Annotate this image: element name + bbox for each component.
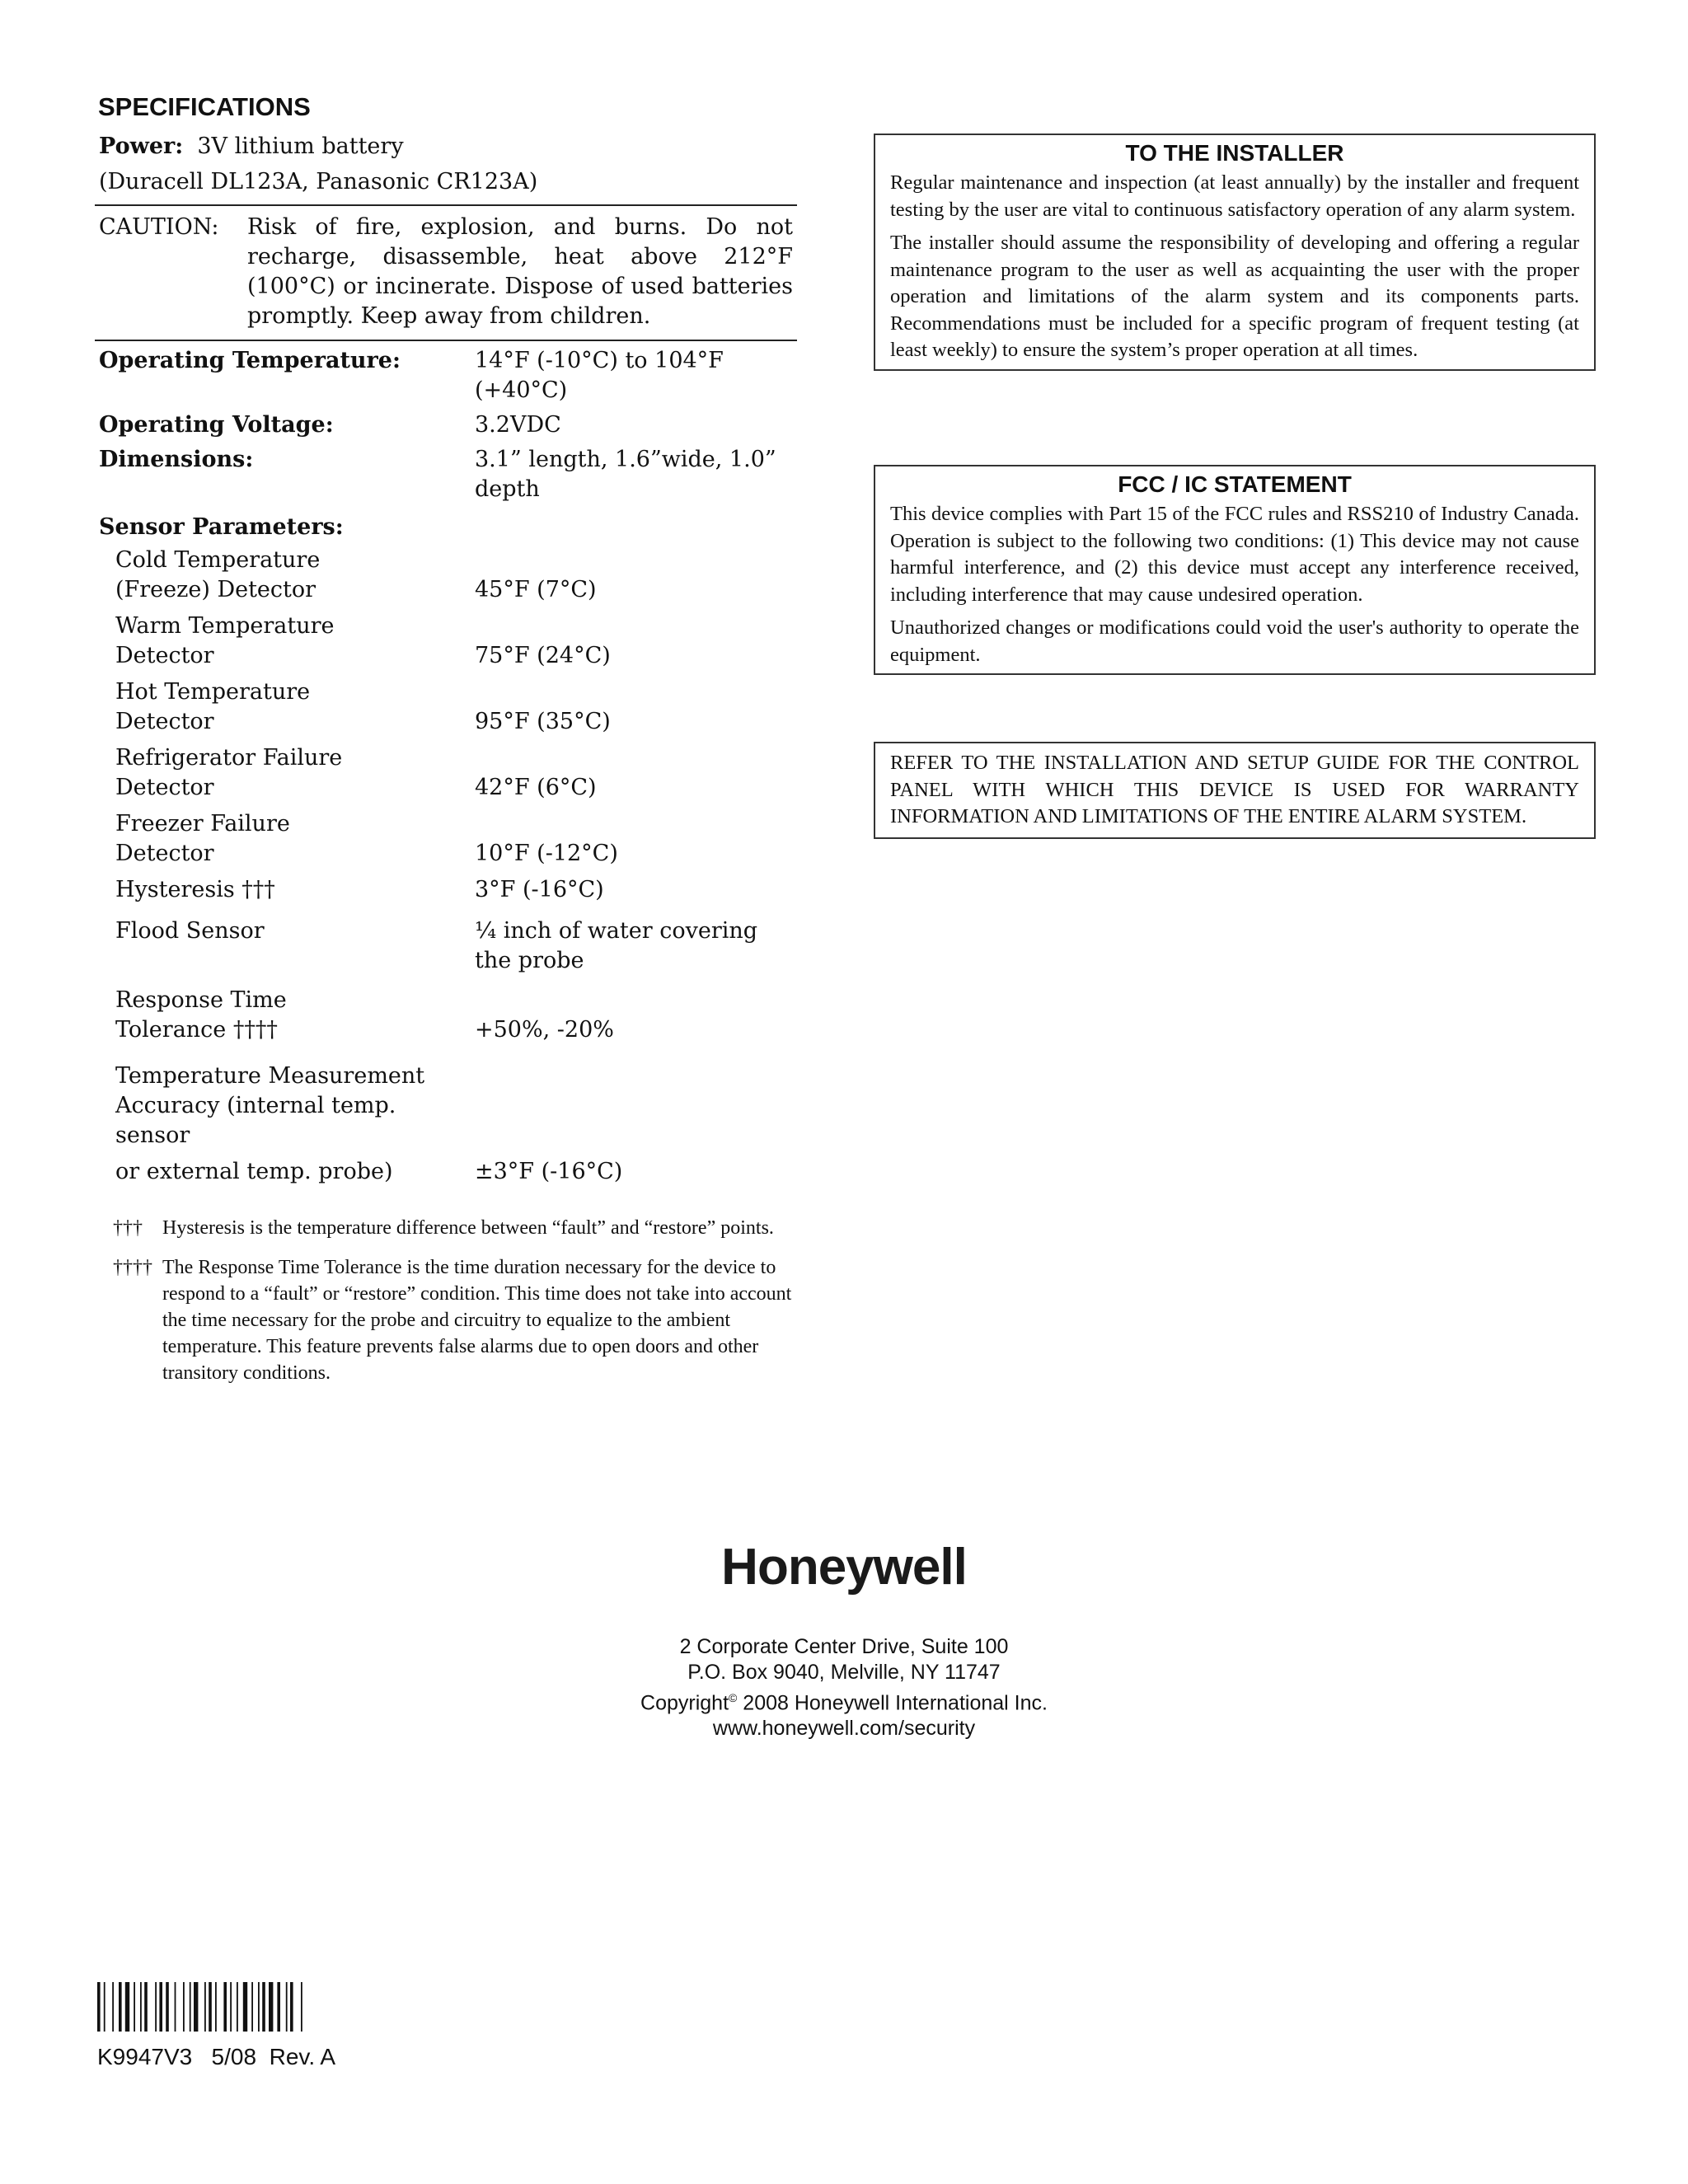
caution-label: CAUTION: (99, 214, 219, 240)
installer-box (874, 134, 1596, 371)
divider (95, 340, 797, 341)
response-time-value: +50%, -20% (475, 1017, 614, 1043)
specifications-section (95, 92, 797, 1386)
response-time-row (99, 986, 797, 1045)
sensor-name-line1: Hot Temperature (115, 679, 311, 705)
accuracy-value: ±3°F (-16°C) (475, 1159, 623, 1184)
sensor-row (99, 677, 797, 737)
response-time-line2: Tolerance †††† (115, 1017, 278, 1043)
barcode-image (97, 1982, 345, 2032)
caution-text: Risk of fire, explosion, and burns. Do not recharge, disassemble, heat above 212°F (100°C) or incinerate. Dispose of used batteries promptly. Keep away from children. (247, 214, 793, 329)
accuracy-line3: or external temp. probe) (115, 1159, 393, 1184)
power-line (99, 129, 797, 164)
copyright-symbol: © (729, 1691, 738, 1704)
sensor-value: 45°F (7°C) (475, 577, 597, 602)
footnote-hysteresis (113, 1215, 797, 1241)
honeywell-logo: Honeywell (721, 1539, 967, 1596)
sensor-name-line2: Detector (115, 709, 214, 734)
footnote-text: The Response Time Tolerance is the time duration necessary for the device to respond to a “fault” or “restore” condition. This time does not take into account the time necessary for the probe and circuitry to equalize to the ambient temperature. This feature prevents false alarms due to open doors and other transitory conditions. (162, 1257, 792, 1384)
fcc-title: FCC / IC STATEMENT (1118, 471, 1352, 497)
response-time-line1: Response Time (115, 987, 287, 1013)
hysteresis-value: 3°F (-16°C) (475, 877, 604, 902)
sensor-name-line1: Freezer Failure (115, 811, 290, 837)
fcc-box (874, 465, 1596, 675)
operating-temperature-value: 14°F (-10°C) to 104°F (+40°C) (475, 348, 724, 403)
refer-text: REFER TO THE INSTALLATION AND SETUP GUIDE FOR THE CONTROL PANEL WITH WHICH THIS DEVICE IS USED FOR WARRANTY INFORMATION AND LIMITATIONS OF THE ENTIRE ALARM SYSTEM. (890, 752, 1579, 827)
installer-paragraph: The installer should assume the responsibility of developing and offering a regular maintenance program to the user as well as acquainting the user with the proper operation and limitations of the alarm system and its components parts. Recommendations must be included for a specific program of frequent testing (at least weekly) to ensure the system’s proper operation at all times. (890, 232, 1579, 361)
operating-voltage-value: 3.2VDC (475, 412, 561, 438)
footnote-text: Hysteresis is the temperature difference between “fault” and “restore” points. (162, 1217, 774, 1239)
operating-temperature-label: Operating Temperature: (99, 348, 401, 373)
flood-sensor-value: ¼ inch of water covering the probe (475, 918, 758, 973)
document-id: K9947V3 5/08 Rev. A (97, 2044, 336, 2069)
power-value: 3V lithium battery (197, 134, 404, 159)
dimensions-row (99, 445, 797, 504)
company-address (0, 1634, 1688, 1741)
dimensions-label: Dimensions: (99, 447, 254, 472)
power-models: (Duracell DL123A, Panasonic CR123A) (99, 169, 538, 194)
specifications-heading: SPECIFICATIONS (98, 92, 311, 121)
sensor-row (99, 546, 797, 605)
installer-paragraph: Regular maintenance and inspection (at least annually) by the installer and frequent testing by the user are vital to continuous satisfactory operation of any alarm system. (890, 171, 1579, 221)
operating-temperature-row (99, 346, 797, 405)
accuracy-line1: Temperature Measurement (115, 1063, 425, 1089)
accuracy-line2: Accuracy (internal temp. sensor (115, 1093, 396, 1148)
footnote-response (113, 1254, 797, 1386)
fcc-paragraph: Unauthorized changes or modifications could void the user's authority to operate the equipment. (890, 616, 1579, 666)
address-line1: 2 Corporate Center Drive, Suite 100 (679, 1635, 1009, 1658)
sensor-row (99, 809, 797, 869)
sensor-name-line1: Warm Temperature (115, 613, 335, 639)
sensor-row (99, 612, 797, 671)
sensor-value: 10°F (-12°C) (475, 841, 618, 866)
website: www.honeywell.com/security (712, 1717, 976, 1741)
sensor-name-line1: Cold Temperature (115, 547, 321, 573)
address-line2: P.O. Box 9040, Melville, NY 11747 (687, 1661, 1001, 1684)
dimensions-value: 3.1” length, 1.6”wide, 1.0” depth (475, 447, 776, 502)
caution-block (95, 206, 797, 335)
footnote-mark: ††† (113, 1217, 143, 1239)
sensor-name-line2: Detector (115, 643, 214, 668)
hysteresis-row (99, 875, 797, 905)
sensor-parameters-row (99, 513, 797, 542)
refer-box (874, 742, 1596, 839)
hysteresis-label: Hysteresis ††† (115, 877, 275, 902)
power-label: Power: (99, 134, 184, 159)
copyright-line: Copyright© 2008 Honeywell International Inc. (640, 1691, 1048, 1715)
sensor-name-line2: Detector (115, 841, 214, 866)
sensor-name-line1: Refrigerator Failure (115, 745, 343, 771)
operating-voltage-row (99, 410, 797, 440)
sensor-name-line2: (Freeze) Detector (115, 577, 316, 602)
installer-title: TO THE INSTALLER (1125, 140, 1344, 166)
sensor-parameters-label: Sensor Parameters: (99, 514, 344, 540)
sensor-value: 42°F (6°C) (475, 775, 597, 800)
accuracy-row (99, 1062, 797, 1187)
footnote-mark: †††† (113, 1257, 152, 1278)
operating-voltage-label: Operating Voltage: (99, 412, 334, 438)
sensor-name-line2: Detector (115, 775, 214, 800)
flood-sensor-row (99, 916, 797, 976)
sensor-value: 75°F (24°C) (475, 643, 611, 668)
sensor-value: 95°F (35°C) (475, 709, 611, 734)
sensor-row (99, 743, 797, 803)
flood-sensor-label: Flood Sensor (115, 918, 265, 944)
fcc-paragraph: This device complies with Part 15 of the FCC rules and RSS210 of Industry Canada. Operation is subject to the following two conditions: (1) This device may not cause harmful interference, and (2) this device must accept any interference received, including interference that may cause undesired operation. (890, 503, 1579, 606)
